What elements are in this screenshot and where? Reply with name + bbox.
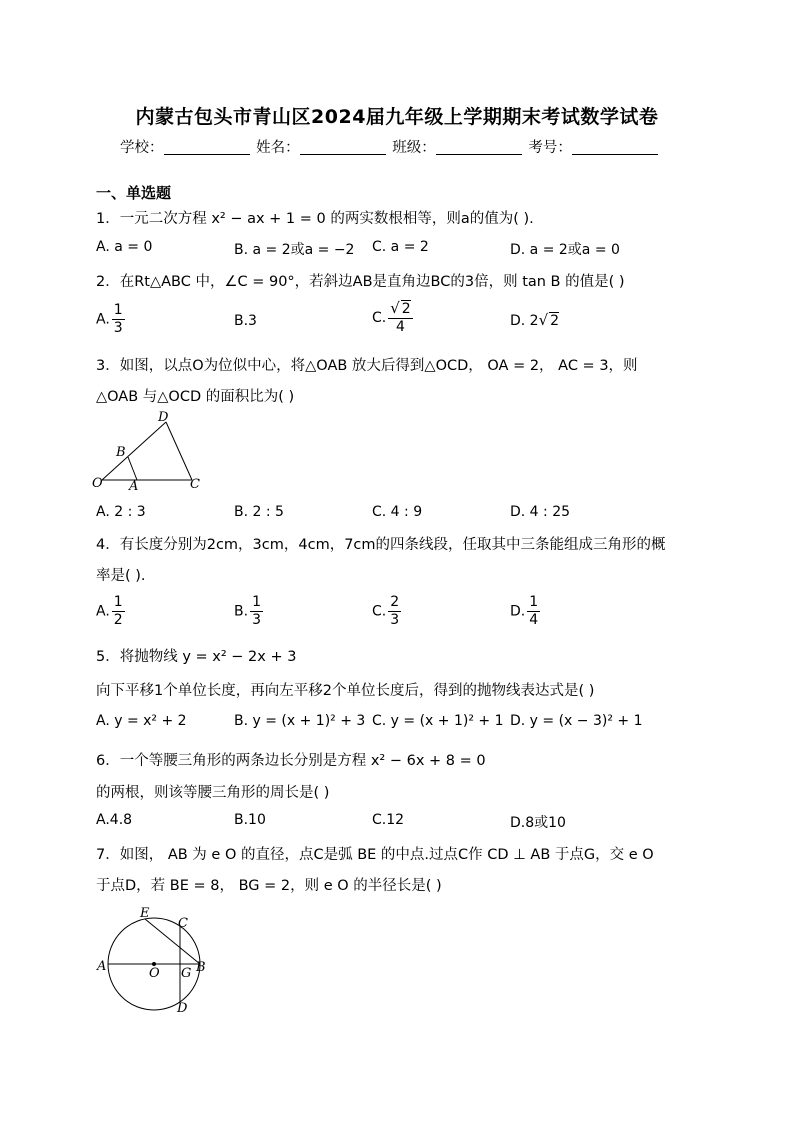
label-B: B bbox=[116, 445, 126, 460]
class-label: 班级： bbox=[392, 140, 436, 156]
question-4-line-2: 率是( ). bbox=[96, 568, 146, 584]
numerator: 1 bbox=[529, 594, 539, 610]
fraction bbox=[527, 594, 540, 629]
q2-option-c-prefix: C. bbox=[372, 310, 387, 326]
question-3-line-2: △OAB 与△OCD 的面积比为( ) bbox=[96, 389, 295, 405]
q3-option-d: D. 4 : 25 bbox=[510, 504, 571, 520]
option-prefix: A. bbox=[96, 603, 110, 620]
q6-option-d: D.8或10 bbox=[510, 815, 566, 831]
question-4-line-1: 4．有长度分别为2cm，3cm，4cm，7cm的四条线段，任取其中三条能组成三角形的概 bbox=[96, 537, 666, 553]
question-6-line-1: 6．一个等腰三角形的两条边长分别是方程 x² − 6x + 8 = 0 bbox=[96, 753, 486, 769]
q6-option-a: A.4.8 bbox=[96, 812, 133, 828]
denominator: 3 bbox=[113, 320, 123, 336]
q7-circle-figure bbox=[92, 903, 222, 1018]
label-D: D bbox=[158, 410, 169, 425]
q2-option-b: B.3 bbox=[234, 313, 257, 329]
question-7-line-2: 于点D，若 BE = 8， BG = 2，则 e O 的半径长是( ) bbox=[96, 878, 442, 894]
question-5-line-2: 向下平移1个单位长度，再向左平移2个单位长度后，得到的抛物线表达式是( ) bbox=[96, 683, 595, 699]
q2-option-a bbox=[96, 302, 125, 337]
q5-option-b: B. y = (x + 1)² + 3 bbox=[234, 713, 366, 729]
numerator: 1 bbox=[113, 594, 123, 610]
label-O: O bbox=[149, 966, 160, 981]
q2-option-d-prefix: D. 2 bbox=[510, 313, 539, 329]
chord-EB bbox=[145, 919, 200, 964]
label-G: G bbox=[181, 966, 192, 981]
sqrt-operand: 2 bbox=[550, 313, 560, 329]
question-6-line-2: 的两根，则该等腰三角形的周长是( ) bbox=[96, 785, 330, 801]
section-heading: 一、单选题 bbox=[96, 184, 172, 202]
q1-option-b: B. a = 2或a = −2 bbox=[234, 242, 355, 258]
denominator: 2 bbox=[113, 612, 123, 628]
class-blank bbox=[436, 140, 522, 155]
sqrt-symbol: √ bbox=[390, 299, 400, 317]
label-A: A bbox=[129, 479, 139, 492]
numerator: 2 bbox=[390, 594, 400, 610]
option-prefix: C. bbox=[372, 603, 387, 620]
q4-option-d bbox=[510, 594, 540, 629]
sqrt-symbol: √ bbox=[538, 311, 549, 329]
denominator: 4 bbox=[396, 319, 405, 335]
numerator bbox=[388, 300, 412, 319]
fraction bbox=[112, 594, 125, 629]
label-C: C bbox=[178, 916, 188, 931]
question-1-text: 1．一元二次方程 x² − ax + 1 = 0 的两实数根相等，则a的值为( ). bbox=[96, 211, 534, 227]
denominator: 3 bbox=[390, 612, 400, 628]
q1-option-c: C. a = 2 bbox=[372, 239, 429, 255]
q5-option-c: C. y = (x + 1)² + 1 bbox=[372, 713, 504, 729]
label-O: O bbox=[92, 476, 103, 491]
student-info-line bbox=[120, 136, 660, 157]
numerator: 1 bbox=[252, 594, 261, 610]
question-7-line-1: 7．如图， AB 为 e O 的直径，点C是弧 BE 的中点.过点C作 CD ⊥ AB 于点G，交 e O bbox=[96, 847, 654, 863]
page-title: 内蒙古包头市青山区2024届九年级上学期期末考试数学试卷 bbox=[135, 106, 659, 128]
q4-option-c bbox=[372, 594, 401, 629]
question-5-line-1: 5．将抛物线 y = x² − 2x + 3 bbox=[96, 649, 297, 665]
q4-option-a bbox=[96, 594, 125, 629]
label-D: D bbox=[177, 1001, 188, 1016]
exam-no-blank bbox=[572, 140, 658, 155]
label-C: C bbox=[190, 477, 200, 492]
option-prefix: D. bbox=[510, 603, 526, 620]
fraction bbox=[250, 594, 263, 629]
q6-option-b: B.10 bbox=[234, 812, 266, 828]
q4-option-b bbox=[234, 594, 263, 629]
exam-no-label: 考号： bbox=[528, 140, 572, 156]
q3-triangle-figure bbox=[88, 408, 218, 492]
denominator: 4 bbox=[529, 612, 539, 628]
q2-option-c bbox=[372, 300, 413, 336]
fraction bbox=[112, 302, 125, 337]
school-label: 学校： bbox=[120, 140, 164, 156]
q1-option-d: D. a = 2或a = 0 bbox=[510, 242, 620, 258]
question-2-text: 2．在Rt△ABC 中，∠C = 90°，若斜边AB是直角边BC的3倍，则 tan B 的值是( ) bbox=[96, 274, 625, 290]
label-B: B bbox=[196, 960, 206, 975]
q3-option-c: C. 4 : 9 bbox=[372, 504, 423, 520]
fraction bbox=[388, 594, 401, 629]
name-label: 姓名： bbox=[256, 140, 300, 156]
fraction bbox=[388, 300, 412, 336]
label-A: A bbox=[97, 959, 107, 974]
q1-option-a: A. a = 0 bbox=[96, 239, 153, 255]
q3-option-a: A. 2 : 3 bbox=[96, 504, 146, 520]
q5-option-d: D. y = (x − 3)² + 1 bbox=[510, 713, 643, 729]
label-E: E bbox=[140, 906, 150, 921]
q2-option-d bbox=[510, 311, 559, 329]
option-prefix: B. bbox=[234, 603, 249, 620]
q3-option-b: B. 2 : 5 bbox=[234, 504, 284, 520]
segment-BA bbox=[128, 457, 137, 480]
q5-option-a: A. y = x² + 2 bbox=[96, 713, 187, 729]
numerator: 1 bbox=[113, 302, 123, 318]
name-blank bbox=[300, 140, 386, 155]
question-3-line-1: 3．如图，以点O为位似中心，将△OAB 放大后得到△OCD， OA = 2， AC = 3，则 bbox=[96, 358, 638, 374]
q2-option-a-prefix: A. bbox=[96, 311, 110, 328]
denominator: 3 bbox=[252, 612, 261, 628]
q6-option-c: C.12 bbox=[372, 812, 405, 828]
sqrt-operand: 2 bbox=[401, 301, 411, 317]
school-blank bbox=[164, 140, 250, 155]
segment-DC bbox=[166, 422, 192, 480]
